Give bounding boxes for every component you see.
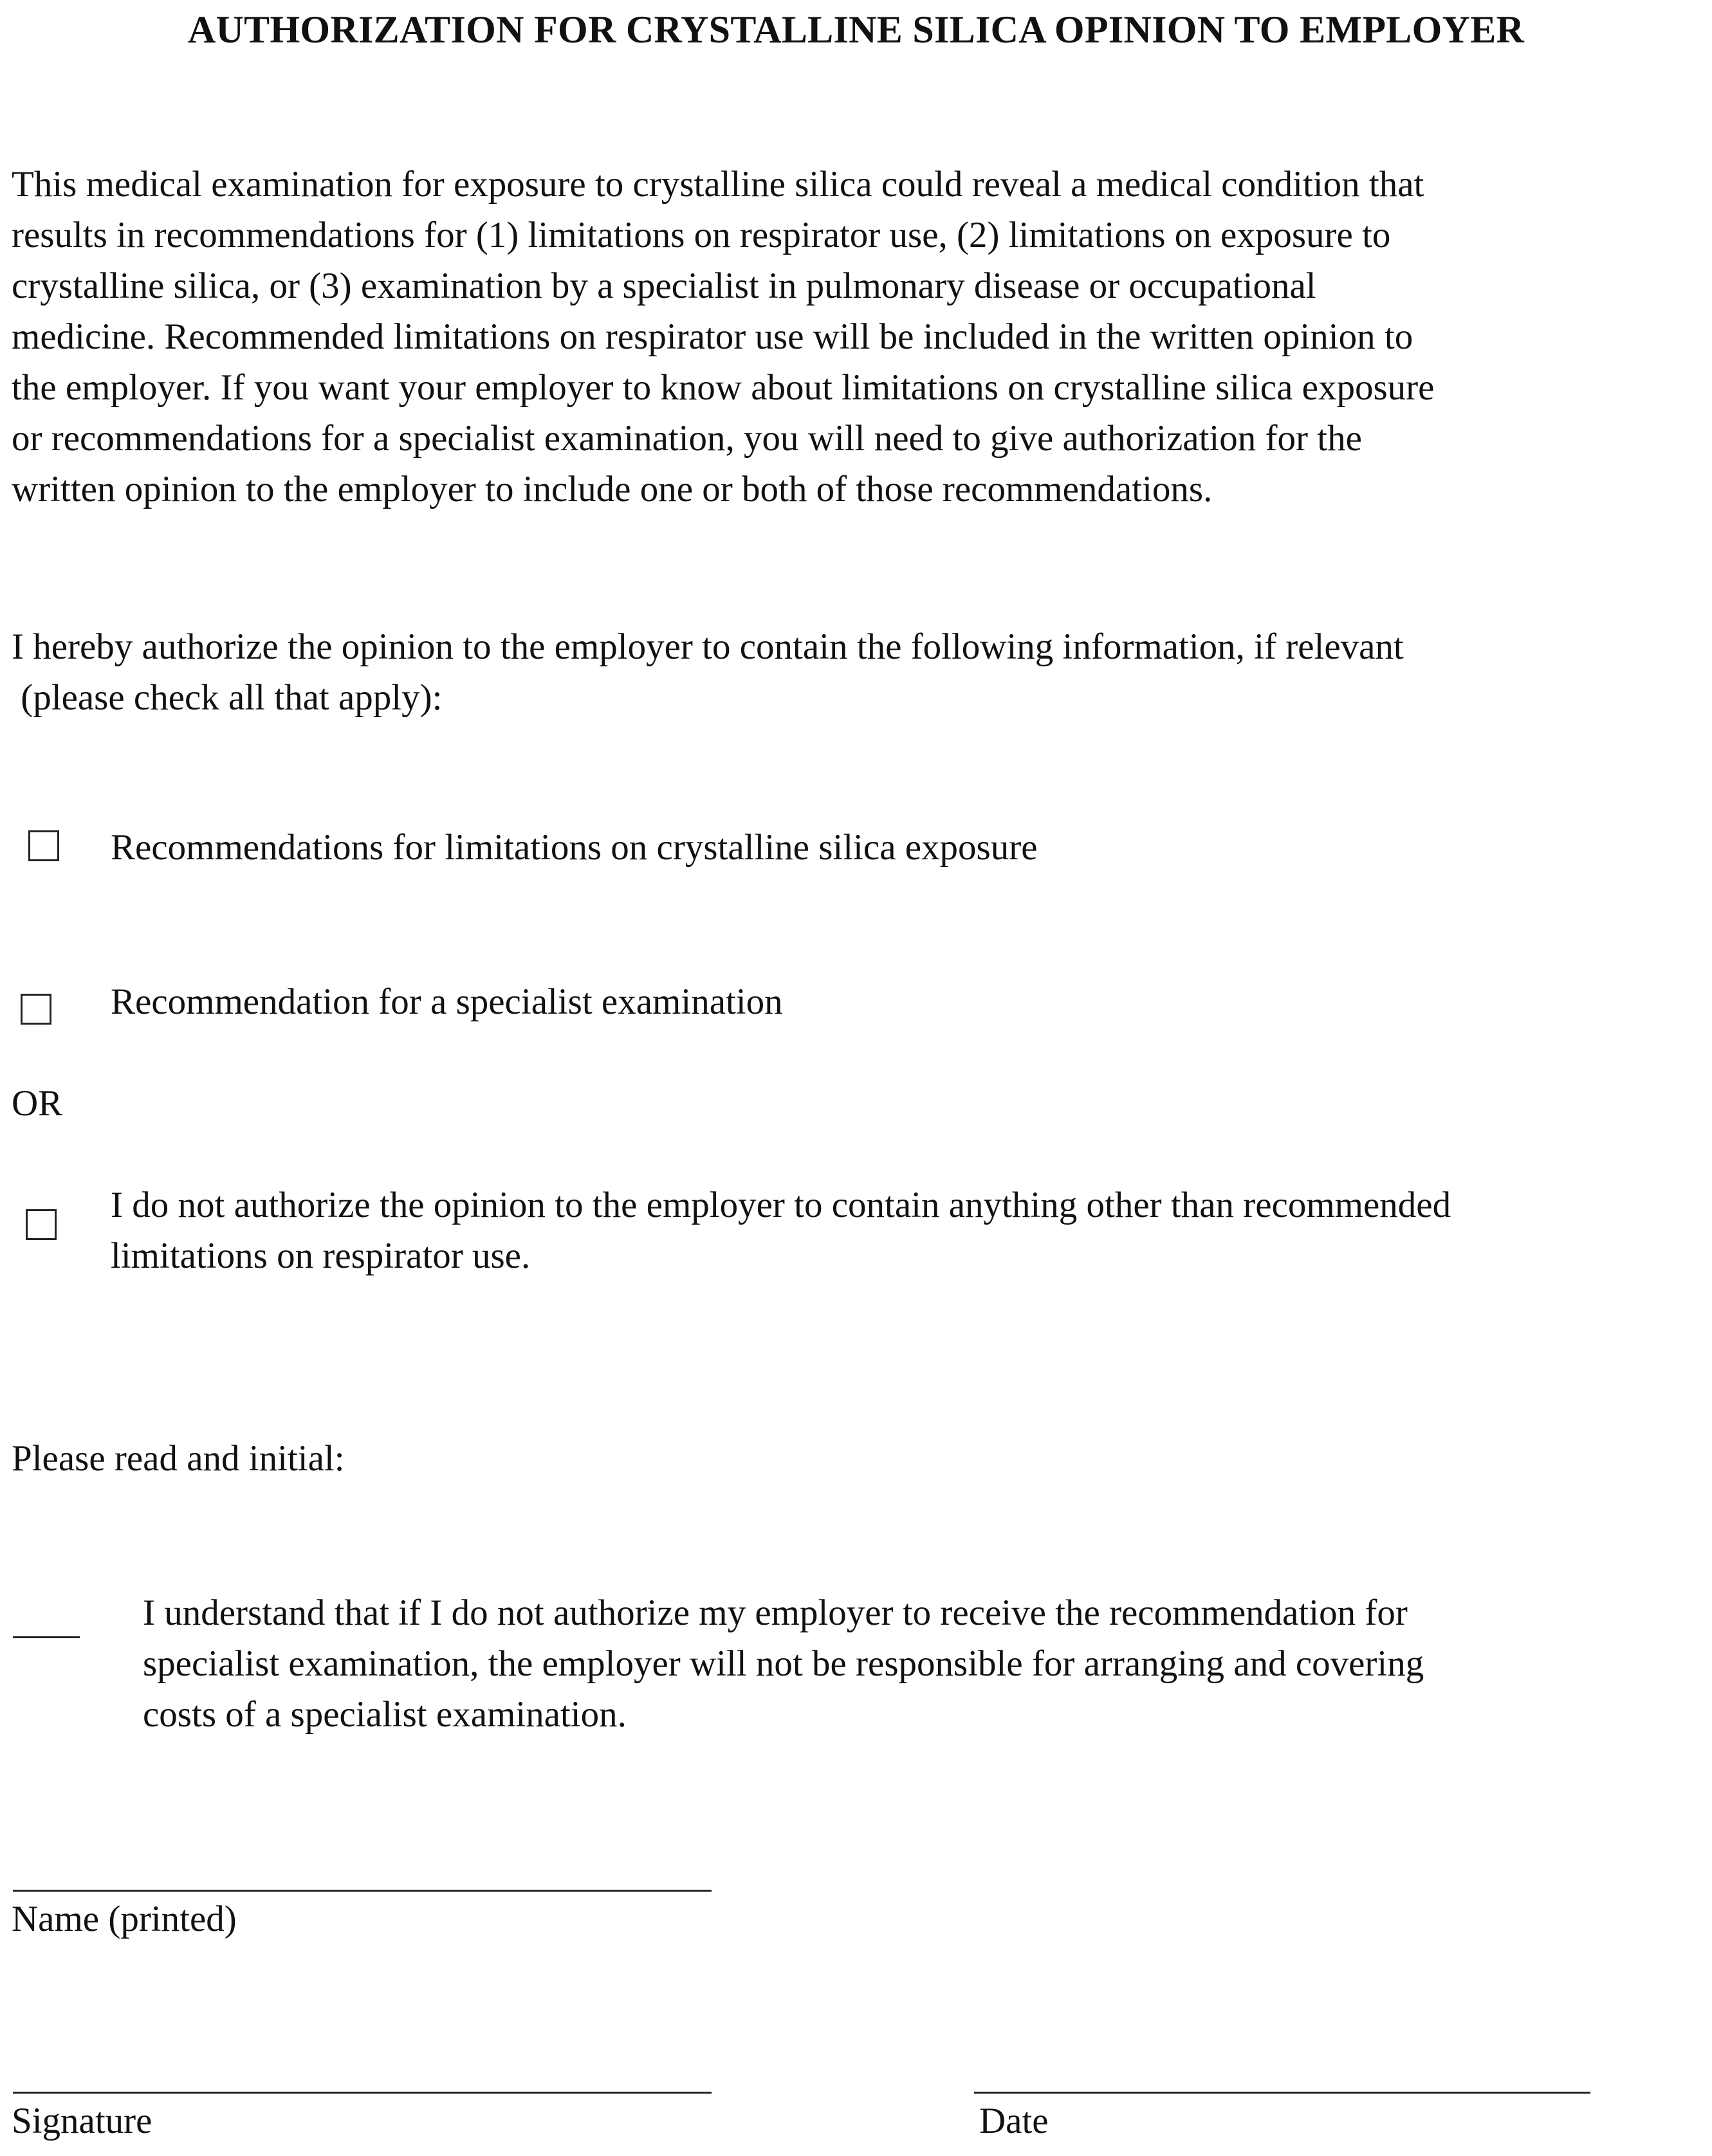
- name-printed-label: Name (printed): [12, 1899, 237, 1939]
- specialist-examination-checkbox[interactable]: [21, 994, 51, 1025]
- acknowledgement-line: specialist examination, the employer will not be responsible for arranging and covering: [143, 1643, 1424, 1684]
- decline-line: limitations on respirator use.: [111, 1236, 531, 1276]
- intro-line: crystalline silica, or (3) examination by a specialist in pulmonary disease or occupational: [12, 266, 1316, 306]
- limitations-exposure-label: Recommendations for limitations on crystalline silica exposure: [111, 827, 1038, 868]
- authorization-statement: [12, 621, 1404, 723]
- signature-line[interactable]: [13, 2092, 712, 2094]
- intro-line: results in recommendations for (1) limitations on respirator use, (2) limitations on exposure to: [12, 215, 1391, 255]
- intro-line: or recommendations for a specialist examination, you will need to give authorization for the: [12, 418, 1362, 459]
- limitations-exposure-checkbox[interactable]: [28, 830, 59, 861]
- acknowledgement-text: [143, 1587, 1424, 1740]
- or-separator: OR: [12, 1083, 63, 1124]
- document-title: AUTHORIZATION FOR CRYSTALLINE SILICA OPINION TO EMPLOYER: [187, 8, 1525, 51]
- authorization-line: I hereby authorize the opinion to the employer to contain the following information, if relevant: [12, 626, 1404, 667]
- acknowledgement-line: I understand that if I do not authorize my employer to receive the recommendation for: [143, 1593, 1408, 1633]
- intro-line: written opinion to the employer to include one or both of those recommendations.: [12, 469, 1213, 509]
- name-printed-line[interactable]: [13, 1890, 712, 1892]
- intro-paragraph: [12, 159, 1434, 515]
- intro-line: medicine. Recommended limitations on respirator use will be included in the written opinion to: [12, 316, 1413, 357]
- date-label: Date: [979, 2101, 1049, 2141]
- decline-authorization-label: [111, 1180, 1451, 1281]
- intro-line: the employer. If you want your employer to know about limitations on crystalline silica exposure: [12, 367, 1435, 408]
- authorization-line: (please check all that apply):: [12, 677, 443, 718]
- date-line[interactable]: [974, 2092, 1590, 2094]
- intro-line: This medical examination for exposure to crystalline silica could reveal a medical condition that: [12, 164, 1424, 205]
- initial-prompt: Please read and initial:: [12, 1438, 345, 1479]
- specialist-examination-label: Recommendation for a specialist examination: [111, 982, 783, 1022]
- decline-authorization-checkbox[interactable]: [26, 1209, 57, 1240]
- signature-label: Signature: [12, 2101, 152, 2141]
- initials-field[interactable]: [13, 1636, 80, 1638]
- decline-line: I do not authorize the opinion to the employer to contain anything other than recommended: [111, 1185, 1451, 1225]
- acknowledgement-line: costs of a specialist examination.: [143, 1694, 627, 1735]
